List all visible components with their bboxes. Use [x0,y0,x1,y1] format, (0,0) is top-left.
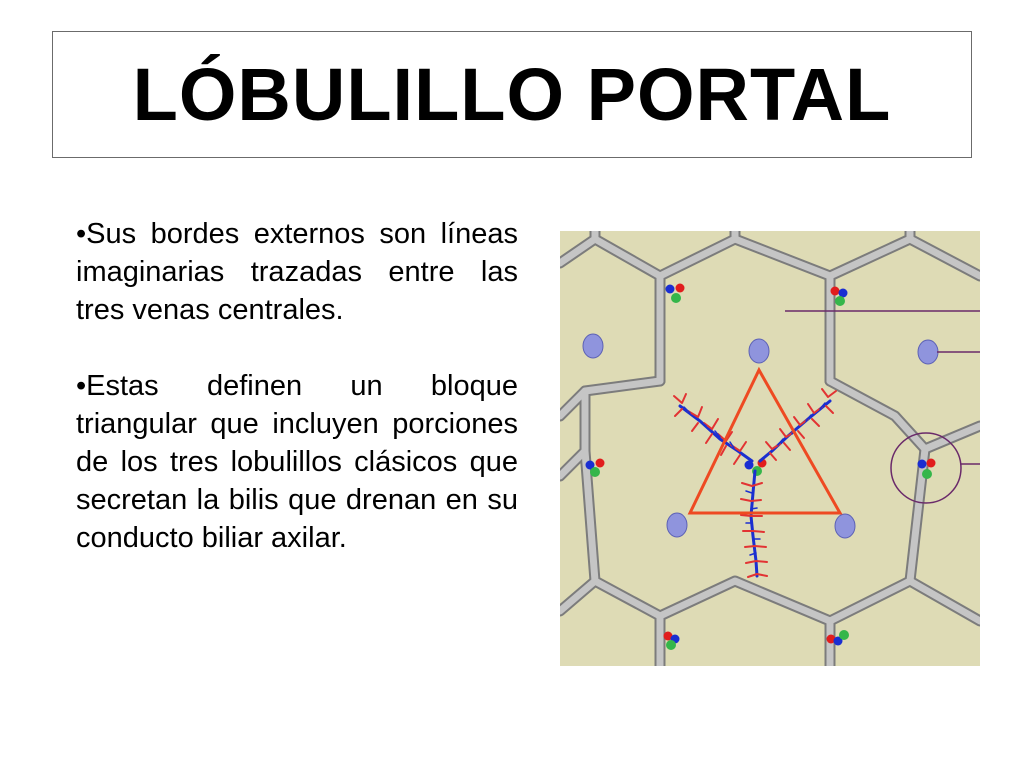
portal-lobule-diagram-svg [560,231,980,666]
central-vein-icon [583,334,603,358]
central-vein-icon [918,340,938,364]
central-vein-icon [667,513,687,537]
bullet-paragraph-1: •Sus bordes externos son líneas imaginarias trazadas entre las tres venas centrales. [76,218,518,326]
central-vein-icon [835,514,855,538]
bullet-paragraph-2: •Estas definen un bloque triangular que incluyen porciones de los tres lobulillos clásicos que secretan la bilis que drenan en su conducto biliar axilar. [76,370,518,554]
bullet-text-block [76,215,518,557]
title-box [52,31,972,158]
central-vein-icon [749,339,769,363]
portal-lobule-diagram [560,231,980,666]
slide-title: LÓBULILLO PORTAL [132,52,892,136]
